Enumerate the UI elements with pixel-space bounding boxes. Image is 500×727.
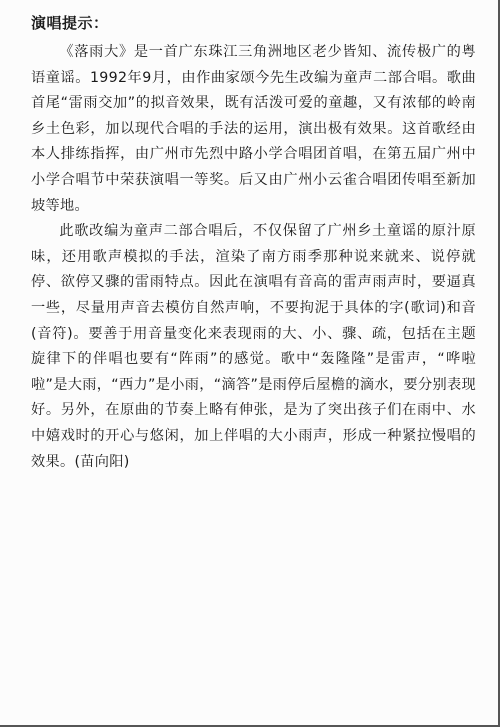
body-text [31, 40, 476, 475]
paragraph-performance-notes: 此歌改编为童声二部合唱后，不仅保留了广州乡土童谣的原汁原味，还用歌声模拟的手法，渲染了南方雨季那种说来就来、说停就停、欲停又骤的雷雨特点。因此在演唱有音高的雷声雨声时，要逼真一些，尽量用声音去模仿自然声响，不要拘泥于具体的字(歌词)和音(音符)。要善于用音量变化来表现雨的大、小、骤、疏，包括在主题旋律下的伴唱也要有“阵雨”的感觉。歌中“轰隆隆”是雷声，“哗啦啦”是大雨，“西力”是小雨，“滴答”是雨停后屋檐的滴水，要分别表现好。另外，在原曲的节奏上略有伸张，是为了突出孩子们在雨中、水中嬉戏时的开心与悠闲，加上伴唱的大小雨声，形成一种紧拉慢唱的效果。(苗向阳) [31, 223, 476, 470]
section-heading: 演唱提示： [31, 14, 109, 32]
paragraph-intro: 《落雨大》是一首广东珠江三角洲地区老少皆知、流传极广的粤语童谣。1992年9月，由作曲家颂今先生改编为童声二部合唱。歌曲首尾“雷雨交加”的拟音效果，既有活泼可爱的童趣，又有浓郁的岭南乡土色彩，加以现代合唱的手法的运用，演出极有效果。这首歌经由本人排练指挥，由广州市先烈中路小学合唱团首唱，在第五届广州中小学合唱节中荣获演唱一等奖。后又由广州小云雀合唱团传唱至新加坡等地。 [31, 44, 476, 214]
